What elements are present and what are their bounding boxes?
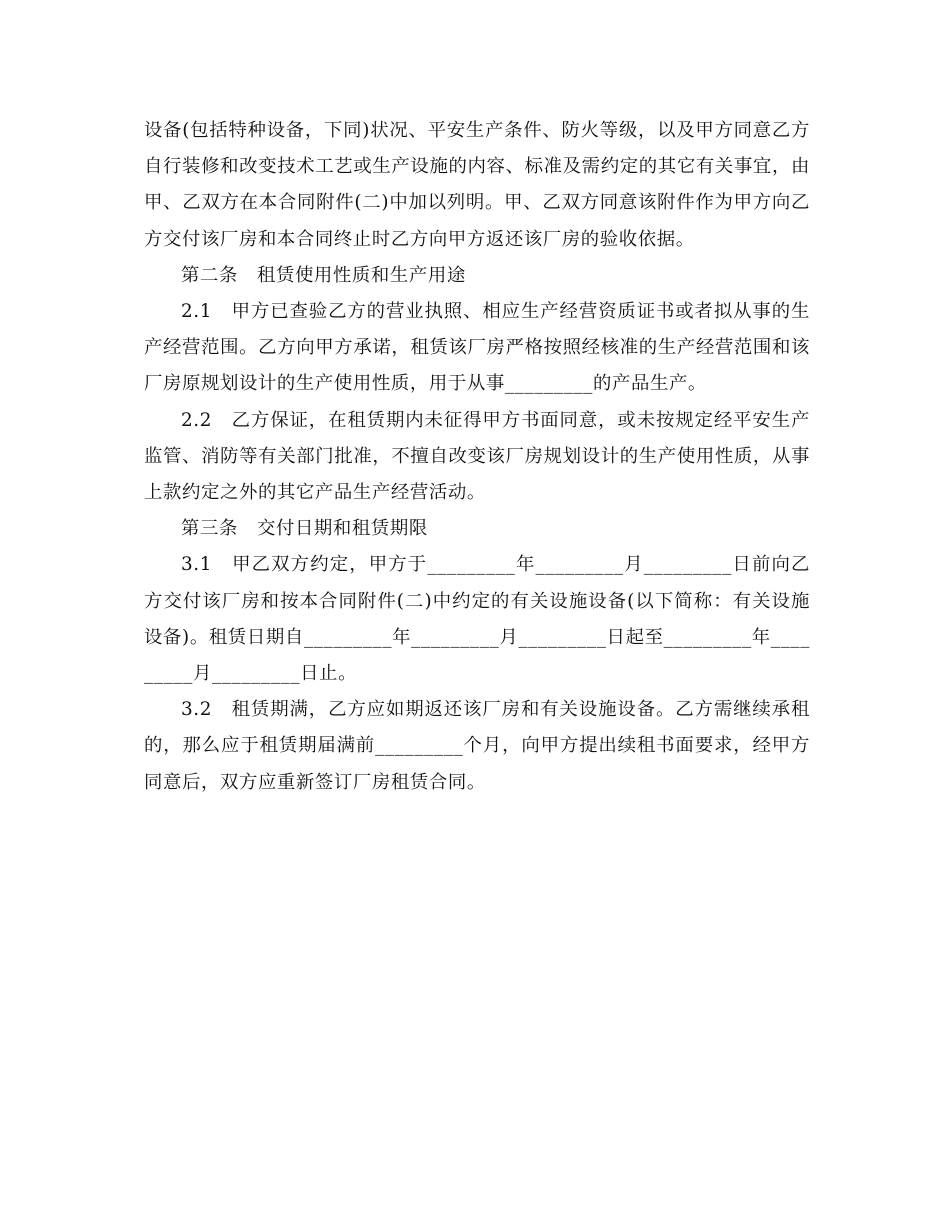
clause-2-1: 2.1 甲方已查验乙方的营业执照、相应生产经营资质证书或者拟从事的生产经营范围。乙方向甲方承诺，租赁该厂房严格按照经核准的生产经营范围和该厂房原规划设计的生产使用性质，用于从事_________的产品生产。 xyxy=(144,301,810,395)
clause-2-2: 2.2 乙方保证，在租赁期内未征得甲方书面同意，或未按规定经平安生产监管、消防等有关部门批准，不擅自改变该厂房规划设计的生产使用性质，从事上款约定之外的其它产品生产经营活动。 xyxy=(144,409,810,504)
article-2-heading: 第二条 租赁使用性质和生产用途 xyxy=(181,264,466,286)
paragraph-equipment-conditions: 设备(包括特种设备，下同)状况、平安生产条件、防火等级，以及甲方同意乙方自行装修和改变技术工艺或生产设施的内容、标准及需约定的其它有关事宜，由甲、乙双方在本合同附件(二)中加以列明。甲、乙双方同意该附件作为甲方向乙方交付该厂房和本合同终止时乙方向甲方返还该厂房的验收依据。 xyxy=(144,120,810,250)
clause-3-1: 3.1 甲乙双方约定，甲方于_________年_________月_________日前向乙方交付该厂房和按本合同附件(二)中约定的有关设施设备(以下简称：有关设施设备)。租赁日期自_________年_________月_________日起至_________年_________月_________日止。 xyxy=(144,554,810,685)
article-3-heading: 第三条 交付日期和租赁期限 xyxy=(181,518,428,540)
document-body xyxy=(144,113,810,801)
clause-3-2: 3.2 租赁期满，乙方应如期返还该厂房和有关设施设备。乙方需继续承租的，那么应于租赁期届满前_________个月，向甲方提出续租书面要求，经甲方同意后，双方应重新签订厂房租赁合同。 xyxy=(144,699,810,793)
